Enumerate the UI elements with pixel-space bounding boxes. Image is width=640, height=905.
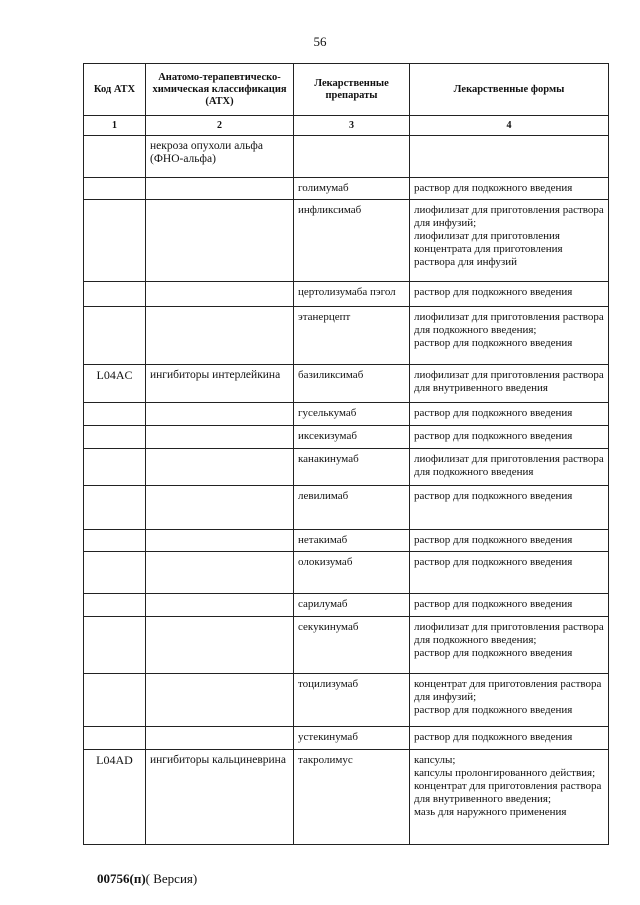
atx-code-cell — [84, 449, 146, 486]
page-number: 56 — [313, 34, 327, 49]
footer — [97, 871, 197, 887]
atx-table — [83, 63, 609, 845]
drug-cell: базиликсимаб — [294, 365, 410, 403]
forms-cell: капсулы; капсулы пролонгированного действия; концентрат для приготовления раствора для внутривенного введения; мазь для наружного применения — [410, 750, 609, 845]
classification-cell — [146, 486, 294, 530]
classification-cell — [146, 594, 294, 617]
atx-code-cell — [84, 178, 146, 200]
forms-cell: лиофилизат для приготовления раствора для подкожного введения; раствор для подкожного введения — [410, 307, 609, 365]
drug-cell: олокизумаб — [294, 552, 410, 594]
atx-code-cell — [84, 727, 146, 750]
drug-cell — [294, 136, 410, 178]
atx-code-cell — [84, 674, 146, 727]
forms-cell: лиофилизат для приготовления раствора для внутривенного введения — [410, 365, 609, 403]
drug-cell: устекинумаб — [294, 727, 410, 750]
classification-cell — [146, 178, 294, 200]
classification-cell — [146, 403, 294, 426]
drug-cell: голимумаб — [294, 178, 410, 200]
atx-code-cell — [84, 136, 146, 178]
column-number: 3 — [294, 116, 410, 136]
header-drug: Лекарственные препараты — [294, 64, 410, 116]
column-number: 4 — [410, 116, 609, 136]
drug-cell: инфликсимаб — [294, 200, 410, 282]
forms-cell: лиофилизат для приготовления раствора для подкожного введения — [410, 449, 609, 486]
doc-code: 00756(п) — [97, 871, 146, 886]
column-number: 2 — [146, 116, 294, 136]
drug-cell: канакинумаб — [294, 449, 410, 486]
atx-code-cell — [84, 486, 146, 530]
drug-cell: такролимус — [294, 750, 410, 845]
forms-cell: раствор для подкожного введения — [410, 594, 609, 617]
column-number: 1 — [84, 116, 146, 136]
classification-cell — [146, 307, 294, 365]
drug-cell: нетакимаб — [294, 530, 410, 552]
forms-cell: раствор для подкожного введения — [410, 178, 609, 200]
table-body — [84, 136, 609, 845]
classification-cell: ингибиторы интерлейкина — [146, 365, 294, 403]
table-row — [84, 178, 609, 200]
classification-cell — [146, 617, 294, 674]
atx-code-cell — [84, 307, 146, 365]
forms-cell — [410, 136, 609, 178]
table-row — [84, 727, 609, 750]
forms-cell: раствор для подкожного введения — [410, 727, 609, 750]
table-row — [84, 136, 609, 178]
atx-code-cell — [84, 282, 146, 307]
forms-cell: раствор для подкожного введения — [410, 552, 609, 594]
table-row — [84, 594, 609, 617]
classification-cell — [146, 449, 294, 486]
forms-cell: лиофилизат для приготовления раствора для подкожного введения; раствор для подкожного введения — [410, 617, 609, 674]
forms-cell: концентрат для приготовления раствора для инфузий; раствор для подкожного введения — [410, 674, 609, 727]
forms-cell: лиофилизат для приготовления раствора для инфузий; лиофилизат для приготовления концентрата для приготовления раствора для инфузий — [410, 200, 609, 282]
table-row — [84, 530, 609, 552]
classification-cell: ингибиторы кальциневрина — [146, 750, 294, 845]
drug-cell: цертолизумаба пэгол — [294, 282, 410, 307]
classification-cell — [146, 426, 294, 449]
table-row — [84, 200, 609, 282]
drug-cell: секукинумаб — [294, 617, 410, 674]
table-row — [84, 307, 609, 365]
table-row — [84, 617, 609, 674]
atx-code-cell: L04AD — [84, 750, 146, 845]
atx-code-cell — [84, 552, 146, 594]
atx-code-cell — [84, 530, 146, 552]
header-classification: Анатомо-терапевтическо-химическая классификация (АТХ) — [146, 64, 294, 116]
drug-cell: тоцилизумаб — [294, 674, 410, 727]
version-label: ( Версия) — [145, 871, 198, 886]
classification-cell — [146, 674, 294, 727]
atx-code-cell — [84, 403, 146, 426]
table-row — [84, 403, 609, 426]
drug-cell: сарилумаб — [294, 594, 410, 617]
atx-code-cell: L04AC — [84, 365, 146, 403]
table-row — [84, 552, 609, 594]
atx-code-cell — [84, 617, 146, 674]
drug-cell: иксекизумаб — [294, 426, 410, 449]
atx-code-cell — [84, 426, 146, 449]
table-row — [84, 365, 609, 403]
classification-cell: некроза опухоли альфа (ФНО-альфа) — [146, 136, 294, 178]
classification-cell — [146, 200, 294, 282]
forms-cell: раствор для подкожного введения — [410, 403, 609, 426]
table-row — [84, 426, 609, 449]
classification-cell — [146, 282, 294, 307]
forms-cell: раствор для подкожного введения — [410, 282, 609, 307]
table-row — [84, 674, 609, 727]
table-row — [84, 486, 609, 530]
atx-code-cell — [84, 594, 146, 617]
classification-cell — [146, 530, 294, 552]
table-row — [84, 750, 609, 845]
classification-cell — [146, 552, 294, 594]
forms-cell: раствор для подкожного введения — [410, 486, 609, 530]
atx-code-cell — [84, 200, 146, 282]
table-row — [84, 282, 609, 307]
header-forms: Лекарственные формы — [410, 64, 609, 116]
classification-cell — [146, 727, 294, 750]
drug-cell: левилимаб — [294, 486, 410, 530]
drug-cell: этанерцепт — [294, 307, 410, 365]
header-code: Код АТХ — [84, 64, 146, 116]
forms-cell: раствор для подкожного введения — [410, 426, 609, 449]
table-row — [84, 449, 609, 486]
forms-cell: раствор для подкожного введения — [410, 530, 609, 552]
drug-cell: гуселькумаб — [294, 403, 410, 426]
